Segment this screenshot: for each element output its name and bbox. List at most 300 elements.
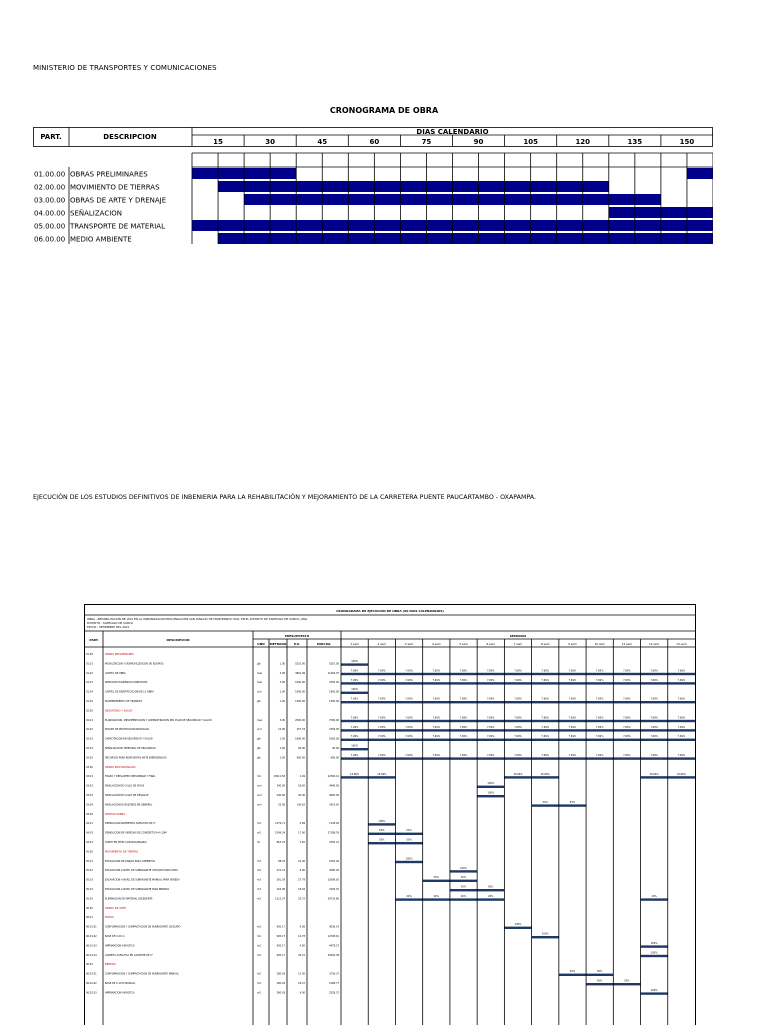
item-description: CARPETA ASFALTICA EN CALIENTE DE 2"	[105, 953, 153, 957]
week-percent: 7.69%	[623, 754, 631, 757]
week-percent: 7.69%	[350, 725, 359, 729]
budget-col-header: PARCIAL	[316, 642, 332, 646]
schedule-bar	[453, 220, 479, 231]
week-percent: 7.69%	[486, 735, 495, 739]
schedule-bar	[687, 207, 713, 218]
schedule-bar	[348, 181, 374, 192]
item-code: 04.03	[86, 841, 93, 844]
week-header: 7 sem	[513, 642, 523, 646]
week-percent: 7.69%	[650, 678, 658, 682]
item-code: 03.04	[86, 803, 93, 807]
item-unit: m2	[257, 972, 261, 976]
week-percent: 7.69%	[568, 725, 577, 729]
week-bar	[559, 804, 586, 806]
week-percent: 7.69%	[486, 725, 495, 729]
week-percent: 7.69%	[568, 716, 577, 720]
week-percent: 7.69%	[568, 678, 577, 682]
week-bar	[504, 673, 531, 675]
item-description: MOVILIZACION Y DESMOVILIZACION DE EQUIPOS	[105, 662, 164, 666]
schedule-bar	[479, 181, 505, 192]
schedule-bar	[661, 220, 687, 231]
week-percent: 7.69%	[432, 697, 441, 701]
item-unit: m2	[257, 831, 261, 835]
item-unit: m3	[257, 888, 261, 891]
week-bar	[477, 889, 504, 891]
schedule-bar	[505, 220, 531, 231]
col-desc-header: DESCRIPCION	[103, 133, 157, 141]
week-percent: 50%	[569, 801, 576, 804]
col-part-header: PART.	[40, 133, 62, 141]
week-bar	[504, 739, 531, 741]
week-percent: 7.69%	[486, 669, 495, 673]
week-bar	[559, 682, 586, 684]
week-bar	[641, 673, 668, 675]
day-header: 150	[679, 138, 695, 146]
week-bar	[504, 757, 531, 759]
week-bar	[477, 795, 504, 797]
week-percent: 7.69%	[405, 697, 413, 701]
week-percent: 7.69%	[514, 678, 522, 682]
week-percent: 7.69%	[677, 697, 686, 701]
section-code: 03.00	[86, 765, 93, 769]
week-bar	[450, 757, 477, 759]
schedule-bar	[400, 220, 426, 231]
week-bar	[641, 720, 668, 722]
item-code: 04.01	[86, 822, 93, 826]
schedule-bar	[453, 233, 479, 244]
schedule-bar	[218, 233, 244, 244]
item-parcial: 39733.86	[327, 897, 339, 901]
item-code: 02.04	[86, 747, 93, 750]
week-bar	[423, 898, 450, 900]
week-bar	[395, 842, 422, 844]
section-code: 04.00	[86, 812, 93, 816]
week-percent: 7.69%	[595, 725, 604, 729]
week-percent: 50%	[597, 970, 603, 974]
week-percent: 20%	[488, 895, 494, 898]
section-code: 06.01	[86, 916, 93, 920]
week-bar	[368, 720, 395, 722]
week-bar	[368, 673, 395, 675]
item-description: RECURSOS PARA RESPUESTAS ANTE EMERGENCIAS	[105, 756, 167, 760]
schedule-bar	[348, 220, 374, 231]
schedule-bar	[192, 220, 218, 231]
week-bar	[395, 861, 422, 863]
item-unit: m3	[257, 869, 261, 873]
section-code: 02.00	[86, 709, 93, 713]
page-title: CRONOGRAMA DE OBRA	[329, 106, 439, 115]
week-bar	[341, 776, 368, 778]
week-header: 6 sem	[486, 642, 496, 646]
schedule-bar	[609, 194, 635, 205]
week-percent: 7.69%	[541, 678, 550, 682]
item-metrado: 1.00	[279, 690, 285, 694]
week-bar	[586, 729, 613, 731]
week-bar	[504, 927, 531, 929]
week-header: 3 sem	[404, 642, 414, 646]
item-metrado: 280.93	[276, 991, 285, 995]
day-header: 60	[369, 138, 380, 146]
day-header: 45	[317, 138, 328, 146]
week-bar	[341, 720, 368, 722]
item-code: 01.02	[86, 671, 93, 675]
week-bar	[641, 898, 668, 900]
week-bar	[504, 701, 531, 703]
item-code: 06.02.01	[86, 972, 97, 976]
schedule-bar	[687, 233, 713, 244]
item-metrado: 231.14	[276, 869, 285, 873]
schedule-bar	[557, 194, 583, 205]
item-unit: glb	[257, 747, 261, 750]
schedule-bar	[400, 233, 426, 244]
item-parcial: 4440.00	[329, 784, 339, 788]
row-description: SEÑALIZACION	[70, 209, 123, 218]
item-metrado: 240.00	[276, 784, 285, 788]
week-bar	[559, 673, 586, 675]
day-header: 15	[213, 138, 223, 146]
week-bar	[504, 776, 531, 778]
section-title: OBRAS PRELIMINARES	[105, 653, 134, 656]
day-header: 75	[421, 138, 432, 146]
item-unit: m2	[257, 822, 261, 826]
week-bar	[423, 880, 450, 882]
week-percent: 50%	[569, 970, 576, 974]
week-percent: 7.69%	[650, 697, 658, 701]
week-bar	[423, 729, 450, 731]
schedule-bar	[244, 194, 270, 205]
schedule-bar	[531, 194, 557, 205]
item-description: MANTENIMIENTO DE TRANSITO	[105, 700, 143, 703]
week-bar	[613, 729, 640, 731]
schedule-bar	[479, 194, 505, 205]
item-metrado: 1.00	[279, 747, 285, 750]
item-unit: und	[257, 690, 262, 694]
week-bar	[368, 823, 395, 825]
item-unit-price: 18.50	[298, 784, 305, 788]
item-code: 05.02	[86, 869, 93, 873]
obra-line: OBRA : REHABILITACION DE VIAS EN LA URBANIZACION PROLONGACION SAN IGNACIO DE MONTERRICO SUR, EN EL DISTRITO DE SANTIAGO DE SURCO, LIMA	[87, 617, 308, 621]
schedule-bar	[453, 181, 479, 192]
item-unit: und	[257, 803, 262, 807]
item-unit: glb	[257, 737, 261, 741]
schedule-bar	[505, 181, 531, 192]
item-parcial: 1600.00	[329, 737, 339, 741]
item-unit-price: 35.72	[298, 897, 305, 901]
week-bar	[668, 776, 695, 778]
item-metrado: 1.00	[279, 737, 285, 741]
week-bar	[504, 720, 531, 722]
week-bar	[395, 729, 422, 731]
week-bar	[395, 833, 422, 835]
week-bar	[641, 739, 668, 741]
schedule-bar	[426, 181, 452, 192]
item-metrado: 1112.37	[275, 897, 285, 901]
week-percent: 50%	[379, 829, 385, 833]
item-metrado: 15011.50	[273, 775, 285, 779]
week-percent: 50%	[406, 829, 412, 833]
week-percent: 7.69%	[568, 669, 577, 673]
week-bar	[341, 682, 368, 684]
week-percent: 7.69%	[595, 697, 604, 701]
week-bar	[395, 757, 422, 759]
schedule-bar	[426, 233, 452, 244]
week-percent: 100%	[351, 688, 359, 692]
week-percent: 16.66%	[649, 772, 659, 776]
week-percent: 7.69%	[350, 735, 359, 739]
schedule-bar	[348, 194, 374, 205]
week-percent: 7.69%	[595, 669, 604, 673]
item-unit-price: 5210.00	[295, 662, 305, 666]
week-bar	[341, 739, 368, 741]
week-percent: 50%	[406, 838, 412, 842]
item-unit: m3	[257, 859, 261, 863]
week-percent: 7.69%	[350, 678, 359, 682]
week-percent: 7.69%	[432, 716, 441, 720]
week-bar	[559, 739, 586, 741]
week-percent: 20%	[406, 895, 412, 898]
week-bar	[450, 673, 477, 675]
week-bar	[395, 720, 422, 722]
schedule-bar	[374, 220, 400, 231]
week-bar	[559, 701, 586, 703]
item-unit: m2	[257, 925, 261, 929]
week-percent: 16.66%	[676, 772, 686, 776]
section-title: DEMOLICIONES	[105, 812, 125, 816]
row-description: OBRAS DE ARTE Y DRENAJE	[70, 196, 167, 205]
item-metrado: 995.17	[276, 953, 285, 957]
item-metrado: 68.43	[278, 859, 285, 863]
item-parcial: 2359.95	[329, 728, 339, 732]
schedule-bar	[635, 233, 661, 244]
item-code: 06.01.01	[86, 925, 97, 929]
schedule-bar	[661, 207, 687, 218]
item-code: 02.01	[86, 718, 93, 722]
item-unit-price: 9.08	[299, 925, 305, 929]
week-percent: 7.69%	[677, 725, 686, 729]
semanas-header: SEMANAS	[509, 634, 527, 638]
week-bar	[423, 682, 450, 684]
week-percent: 7.69%	[486, 678, 495, 682]
schedule-bar	[244, 220, 270, 231]
schedule-bar	[270, 220, 296, 231]
week-bar	[641, 729, 668, 731]
item-unit-price: 13.30	[298, 972, 305, 976]
week-percent: 7.69%	[459, 754, 468, 757]
week-percent: 7.69%	[541, 716, 550, 720]
week-percent: 7.69%	[514, 725, 522, 729]
week-bar	[341, 757, 368, 759]
week-percent: 7.69%	[623, 716, 631, 720]
schedule-bar	[479, 220, 505, 231]
week-percent: 100%	[650, 989, 658, 992]
schedule-bar	[374, 194, 400, 205]
week-bar	[586, 720, 613, 722]
week-percent: 50%	[624, 979, 630, 983]
schedule-bar	[322, 181, 348, 192]
week-bar	[450, 701, 477, 703]
item-metrado: 240.00	[276, 794, 285, 797]
week-bar	[668, 757, 695, 759]
week-bar	[532, 720, 559, 722]
week-bar	[341, 748, 368, 750]
item-description: CAPACITACION EN SEGURIDAD Y SALUD	[105, 737, 153, 741]
item-code: 02.05	[86, 756, 93, 760]
week-percent: 7.69%	[650, 716, 658, 720]
schedule-bar	[296, 220, 322, 231]
item-description: CONFORMACION Y COMPACTACION DE SUBRASANTE MANUAL	[105, 972, 179, 976]
week-percent: 50%	[460, 876, 467, 880]
item-parcial: 3150.00	[329, 681, 339, 685]
week-header: 1 sem	[350, 642, 359, 646]
week-bar	[368, 739, 395, 741]
week-header: 10 sem	[594, 642, 605, 646]
week-percent: 100%	[405, 857, 413, 861]
week-percent: 50%	[460, 885, 467, 889]
presupuesto-header: PRESUPUESTO	[284, 634, 310, 638]
item-metrado: 1599.34	[275, 831, 285, 835]
row-code: 06.00.00	[34, 235, 66, 244]
week-percent: 7.69%	[405, 735, 413, 739]
section-title: BERMAS	[105, 963, 116, 967]
dias-calendario-header: DIAS CALENDARIO	[416, 128, 489, 136]
item-description: NIVELACION DE CALLE DE VIGAS	[105, 784, 145, 788]
item-description: CORTE EN PISTA CON MAQUINARIA	[105, 841, 147, 844]
week-percent: 16.66%	[513, 772, 523, 776]
week-bar	[613, 673, 640, 675]
item-unit: und	[257, 728, 262, 732]
item-unit-price: 900.00	[296, 756, 305, 760]
week-bar	[450, 889, 477, 891]
week-bar	[532, 936, 559, 938]
week-percent: 7.69%	[541, 725, 550, 729]
week-bar	[395, 701, 422, 703]
week-bar	[477, 673, 504, 675]
week-bar	[641, 992, 668, 994]
week-percent: 7.69%	[595, 754, 604, 757]
week-percent: 7.69%	[568, 697, 577, 701]
day-header: 105	[523, 138, 538, 146]
day-header: 30	[265, 138, 276, 146]
week-percent: 7.69%	[405, 716, 413, 720]
item-unit-price: 14.78	[298, 935, 305, 938]
item-parcial: 900.00	[330, 756, 339, 760]
schedule-bar	[583, 233, 609, 244]
week-percent: 7.69%	[378, 754, 386, 757]
week-bar	[559, 720, 586, 722]
week-percent: 7.69%	[595, 678, 604, 682]
week-bar	[423, 701, 450, 703]
schedule-bar	[583, 181, 609, 192]
row-code: 05.00.00	[34, 222, 66, 231]
item-metrado: 995.17	[276, 935, 285, 938]
item-unit-price: 22.00	[298, 859, 305, 863]
item-metrado: 3.00	[279, 681, 285, 685]
schedule-bar	[687, 220, 713, 231]
week-bar	[613, 739, 640, 741]
week-percent: 20%	[433, 895, 439, 898]
item-parcial: 3415.50	[329, 803, 339, 807]
schedule-bar	[635, 194, 661, 205]
item-parcial: 5188.77	[329, 982, 339, 985]
item-unit: m2	[257, 953, 261, 957]
week-bar	[586, 673, 613, 675]
week-percent: 7.69%	[514, 716, 522, 720]
item-metrado: 1.00	[279, 756, 285, 760]
schedule-bar	[400, 181, 426, 192]
week-bar	[450, 729, 477, 731]
week-bar	[586, 701, 613, 703]
week-bar	[613, 701, 640, 703]
section-title: OBRAS DE ARTE	[105, 906, 126, 910]
day-header: 90	[473, 138, 484, 146]
week-percent: 7.69%	[541, 735, 550, 739]
item-parcial: 4478.27	[329, 944, 339, 948]
schedule-bar	[192, 168, 218, 179]
week-percent: 7.69%	[486, 716, 495, 720]
week-percent: 7.69%	[541, 697, 550, 701]
item-unit: m2	[257, 944, 261, 948]
schedule-bar	[244, 168, 270, 179]
schedule-bar	[270, 181, 296, 192]
item-description: EQUIPO DE PROTECCION INDIVIDUAL	[105, 728, 150, 732]
item-unit-price: 2500.00	[295, 718, 305, 722]
schedule-bar	[609, 233, 635, 244]
col-part-header: PART.	[89, 638, 99, 642]
item-description: EXCAVACION A NIVEL DE SUBRASANTE PARA BERMAS	[105, 888, 169, 891]
schedule-bar	[374, 233, 400, 244]
item-code: 06.02.02	[86, 982, 97, 985]
budget-col-header: P.U.	[293, 642, 301, 646]
item-description: BASE DE 0.20 m	[105, 935, 125, 938]
week-percent: 7.69%	[595, 735, 604, 739]
item-unit-price: 18.47	[298, 982, 305, 985]
week-percent: 7.69%	[432, 678, 441, 682]
week-bar	[368, 757, 395, 759]
week-bar	[450, 739, 477, 741]
week-bar	[341, 729, 368, 731]
item-unit: glb	[257, 662, 261, 666]
week-bar	[586, 974, 613, 976]
study-title: EJECUCIÓN DE LOS ESTUDIOS DEFINITIVOS DE INBENIERIA PARA LA REHABILITACIÓN Y MEJORAMIENTO DE LA CARRETERA PUENTE PAUCARTAMBO - OXAPAMPA.	[33, 494, 536, 501]
item-code: 05.04	[86, 888, 93, 891]
item-code: 06.01.04	[86, 953, 97, 957]
week-bar	[423, 757, 450, 759]
week-percent: 7.69%	[650, 725, 658, 729]
schedule-bar	[244, 181, 270, 192]
week-percent: 16.66%	[377, 772, 387, 776]
item-unit-price: 1600.00	[295, 737, 305, 741]
week-percent: 7.69%	[405, 669, 413, 673]
week-percent: 50%	[542, 801, 548, 804]
item-parcial: 5210.00	[329, 662, 339, 666]
schedule-bar	[400, 194, 426, 205]
schedule-bar	[453, 194, 479, 205]
item-code: 03.03	[86, 794, 93, 797]
budget-col-header: METRADO	[269, 642, 287, 646]
item-metrado: 3.00	[279, 718, 285, 722]
item-metrado: 381.39	[276, 878, 285, 882]
item-unit: mes	[257, 718, 263, 722]
item-parcial: 14708.61	[327, 935, 339, 938]
item-metrado: 15.00	[278, 728, 285, 732]
item-code: 03.01	[86, 775, 93, 779]
schedule-bar	[218, 168, 244, 179]
item-unit-price: 18.94	[298, 888, 305, 891]
item-parcial: 9036.14	[329, 925, 339, 929]
schedule-bar	[687, 168, 713, 179]
item-metrado: 863.07	[276, 841, 285, 844]
item-unit-price: 90.00	[298, 747, 305, 750]
